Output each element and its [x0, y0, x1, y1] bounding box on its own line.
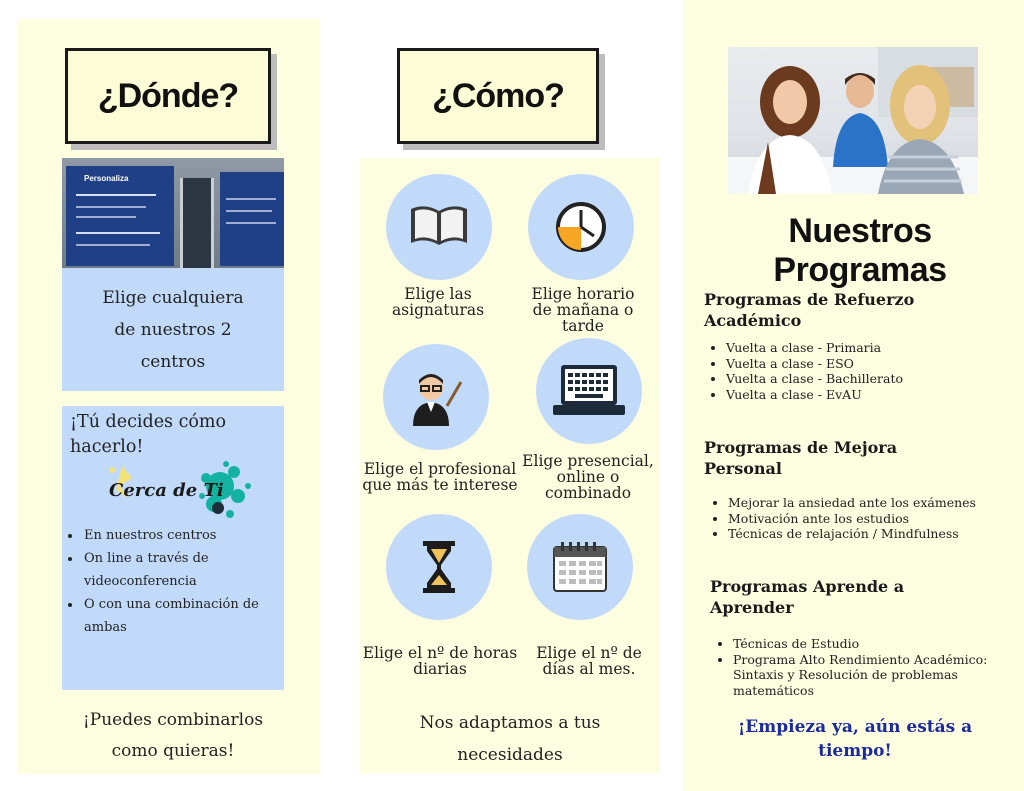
decide-title: ¡Tú decides cómo hacerlo! — [70, 412, 227, 457]
list-item: • Vuelta a clase - EvAU — [726, 387, 986, 403]
combine-line: como quieras! — [111, 741, 235, 761]
book-icon — [407, 203, 471, 251]
adapt-line: necesidades — [457, 745, 563, 765]
students-photo — [728, 47, 978, 194]
step-label-teacher: Elige el profesional que más te interese — [362, 460, 518, 494]
list-item: • On line a través de videoconferencia — [82, 547, 282, 593]
where-line: Elige cualquiera — [102, 287, 244, 308]
list-item: • Técnicas de relajación / Mindfulness — [728, 526, 1018, 542]
program-list — [728, 495, 1018, 542]
programs-title: Nuestros Programas — [773, 212, 947, 289]
step-label-schedule: Elige horario de mañana o tarde — [531, 285, 635, 335]
program-heading: Programas de Mejora Personal — [704, 438, 898, 478]
list-item: • Programa Alto Rendimiento Académico: Sintaxis y Resolución de problemas matemáticos — [733, 652, 1001, 699]
adapt-line: Nos adaptamos a tus — [419, 713, 601, 733]
list-item: • Vuelta a clase - Bachillerato — [726, 371, 986, 387]
step-label-days: Elige el nº de días al mes. — [536, 644, 642, 678]
list-item: • Vuelta a clase - ESO — [726, 356, 986, 372]
clock-circle — [528, 174, 634, 280]
teacher-circle — [383, 344, 489, 450]
program-list — [733, 636, 1001, 698]
clock-icon — [554, 200, 608, 254]
program-heading: Programas Aprende a Aprender — [710, 577, 905, 617]
book-circle — [386, 174, 492, 280]
hourglass-icon — [419, 539, 459, 595]
program-list — [726, 340, 986, 402]
combine-line: ¡Puedes combinarlos — [82, 710, 264, 730]
step-label-subjects: Elige las asignaturas — [391, 285, 485, 319]
step-label-mode: Elige presencial, online o combinado — [522, 452, 654, 502]
list-item: • En nuestros centros — [82, 524, 282, 547]
where-heading: ¿Dónde? — [65, 48, 271, 144]
list-item: • Vuelta a clase - Primaria — [726, 340, 986, 356]
list-item: • Mejorar la ansiedad ante los exámenes — [728, 495, 1018, 511]
laptop-circle — [536, 338, 642, 444]
where-text-box — [62, 268, 284, 391]
teacher-icon — [401, 362, 471, 432]
hourglass-circle — [386, 514, 492, 620]
step-label-hours: Elige el nº de horas diarias — [362, 644, 518, 678]
shop-photo — [62, 158, 284, 268]
options-list — [82, 524, 282, 639]
where-line: centros — [140, 351, 206, 372]
how-heading: ¿Cómo? — [397, 48, 599, 144]
list-item: • Técnicas de Estudio — [733, 636, 1001, 652]
list-item: • O con una combinación de ambas — [82, 593, 282, 639]
list-item: • Motivación ante los estudios — [728, 511, 1018, 527]
where-line: de nuestros 2 — [114, 319, 232, 340]
shop-sign: Personaliza — [84, 174, 129, 183]
cerca-de-ti-text: Cerca de Ti — [109, 480, 224, 501]
call-to-action: ¡Empieza ya, aún estás a tiempo! — [737, 717, 973, 761]
laptop-icon — [549, 361, 629, 421]
combine-text — [62, 705, 284, 767]
adapt-text — [395, 707, 625, 771]
decide-box — [62, 406, 284, 690]
calendar-icon — [551, 541, 609, 593]
calendar-circle — [527, 514, 633, 620]
program-heading: Programas de Refuerzo Académico — [704, 290, 915, 330]
